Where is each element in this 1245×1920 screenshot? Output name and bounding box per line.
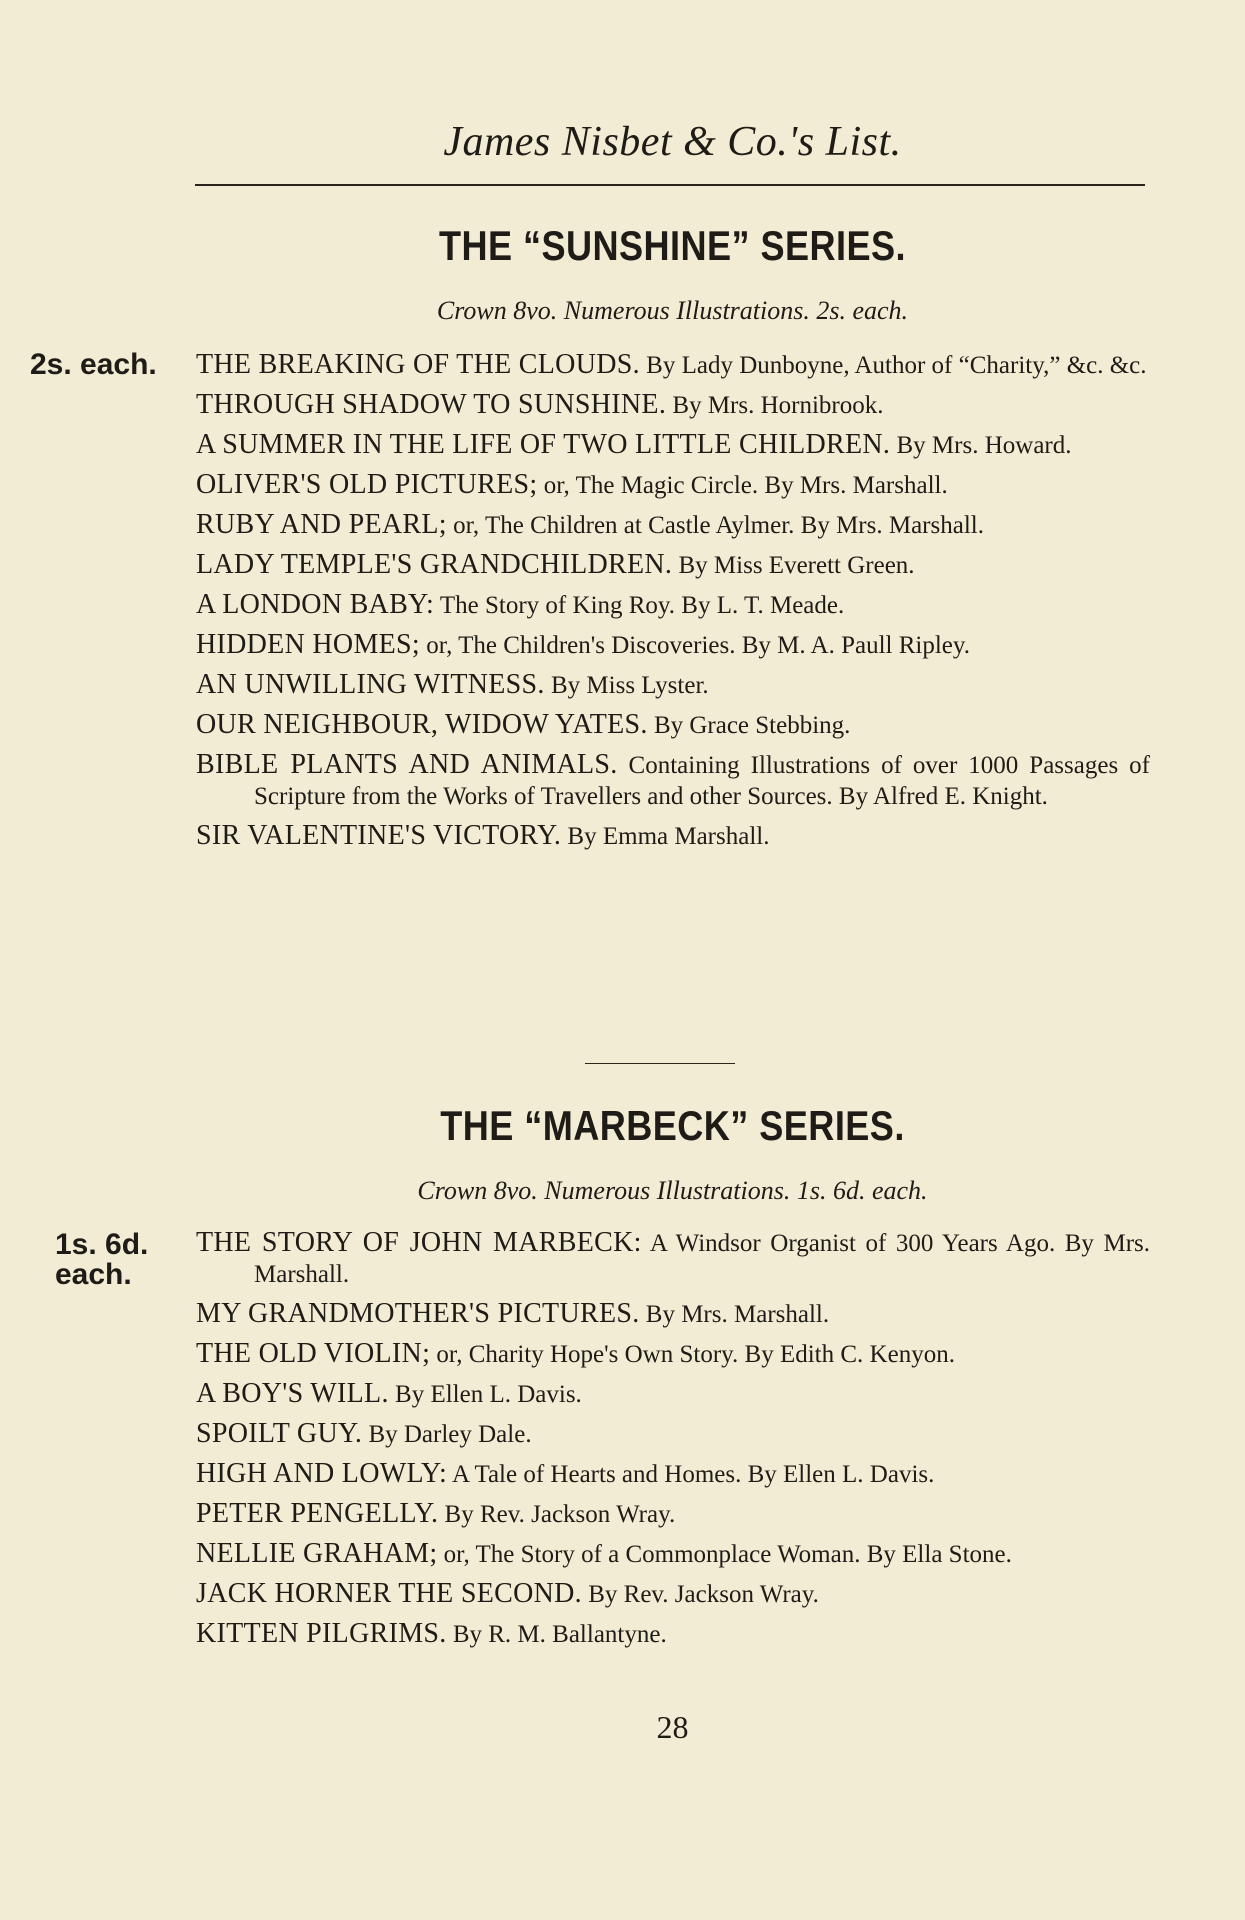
entry-title: THROUGH SHADOW TO SUNSHINE. xyxy=(196,389,667,420)
entry-detail: The Story of King Roy. By L. T. Meade. xyxy=(434,592,845,619)
entry-title: THE BREAKING OF THE CLOUDS. xyxy=(196,349,640,380)
entry-detail: By Mrs. Howard. xyxy=(890,432,1072,459)
list-item xyxy=(196,1339,1150,1370)
entry-title: BIBLE PLANTS AND ANIMALS. xyxy=(196,749,618,780)
list-item xyxy=(196,821,1150,852)
entry-detail: Containing Illustrations of over 1000 Passages of Scripture from the Works of Travellers and other Sources. By Alfred E. Knight. xyxy=(254,752,1150,810)
list-item xyxy=(196,1579,1150,1610)
entry-title: PETER PENGELLY. xyxy=(196,1498,439,1529)
marbeck-series-title: THE “MARBECK” SERIES. xyxy=(440,1102,905,1149)
section-divider xyxy=(585,1063,735,1064)
marbeck-series-subtitle: Crown 8vo. Numerous Illustrations. 1s. 6d. each. xyxy=(417,1176,928,1205)
entry-title: HIDDEN HOMES; xyxy=(196,629,421,660)
entry-detail: By Darley Dale. xyxy=(362,1421,532,1448)
page-number: 28 xyxy=(656,1709,689,1745)
entry-detail: A Tale of Hearts and Homes. By Ellen L. Davis. xyxy=(447,1461,935,1488)
entry-detail: or, Charity Hope's Own Story. By Edith C. Kenyon. xyxy=(430,1341,955,1368)
entry-title: MY GRANDMOTHER'S PICTURES. xyxy=(196,1298,640,1329)
entry-detail: By Grace Stebbing. xyxy=(647,712,851,739)
list-item xyxy=(196,1419,1150,1450)
entry-title: A SUMMER IN THE LIFE OF TWO LITTLE CHILDREN. xyxy=(196,429,891,460)
entry-detail: By Mrs. Hornibrook. xyxy=(666,392,884,419)
list-item xyxy=(196,630,1150,661)
entry-title: KITTEN PILGRIMS. xyxy=(196,1618,447,1649)
list-item xyxy=(196,1299,1150,1330)
entry-detail: or, The Children at Castle Aylmer. By Mrs. Marshall. xyxy=(446,512,984,539)
list-item xyxy=(196,750,1150,812)
entry-title: HIGH AND LOWLY: xyxy=(196,1458,448,1489)
list-item xyxy=(196,670,1150,701)
list-item xyxy=(196,710,1150,741)
list-item xyxy=(196,1228,1150,1290)
entry-detail: By Rev. Jackson Wray. xyxy=(581,1581,819,1608)
entry-title: AN UNWILLING WITNESS. xyxy=(196,669,545,700)
list-item xyxy=(196,1379,1150,1410)
entry-detail: or, The Magic Circle. By Mrs. Marshall. xyxy=(537,472,948,499)
list-item xyxy=(196,1539,1150,1570)
list-item xyxy=(196,470,1150,501)
entry-title: THE OLD VIOLIN; xyxy=(196,1338,431,1369)
entry-detail: By Miss Everett Green. xyxy=(672,552,915,579)
entry-detail: By Mrs. Marshall. xyxy=(639,1301,830,1328)
list-item xyxy=(196,1499,1150,1530)
entry-title: JACK HORNER THE SECOND. xyxy=(196,1578,582,1609)
list-item xyxy=(196,430,1150,461)
list-item xyxy=(196,1619,1150,1650)
sunshine-series-list xyxy=(196,350,1150,861)
entry-detail: By Ellen L. Davis. xyxy=(388,1381,582,1408)
entry-title: RUBY AND PEARL; xyxy=(196,509,447,540)
marbeck-price-label xyxy=(55,1230,148,1290)
sunshine-series-subtitle: Crown 8vo. Numerous Illustrations. 2s. each. xyxy=(436,296,909,325)
entry-detail: or, The Story of a Commonplace Woman. By Ella Stone. xyxy=(437,1541,1012,1568)
entry-title: SPOILT GUY. xyxy=(196,1418,363,1449)
entry-title: A LONDON BABY: xyxy=(196,589,435,620)
marbeck-price-line-1: 1s. 6d. xyxy=(55,1228,149,1261)
entry-title: THE STORY OF JOHN MARBECK: xyxy=(196,1227,642,1258)
list-item xyxy=(196,390,1150,421)
entry-title: LADY TEMPLE'S GRANDCHILDREN. xyxy=(196,549,673,580)
marbeck-series-list xyxy=(196,1228,1150,1659)
list-item xyxy=(196,350,1150,381)
entry-detail: or, The Children's Discoveries. By M. A. Paull Ripley. xyxy=(420,632,971,659)
list-item xyxy=(196,510,1150,541)
list-item xyxy=(196,590,1150,621)
head-rule xyxy=(195,184,1145,186)
running-head: James Nisbet & Co.'s List. xyxy=(443,119,902,165)
marbeck-price-line-2: each. xyxy=(55,1258,132,1291)
entry-detail: A Windsor Organist of 300 Years Ago. By Mrs. Marshall. xyxy=(254,1230,1150,1288)
sunshine-series-title: THE “SUNSHINE” SERIES. xyxy=(438,222,907,269)
sunshine-price-label: 2s. each. xyxy=(30,348,157,381)
entry-title: SIR VALENTINE'S VICTORY. xyxy=(196,820,562,851)
entry-detail: By Rev. Jackson Wray. xyxy=(438,1501,676,1528)
entry-title: OLIVER'S OLD PICTURES; xyxy=(196,469,538,500)
entry-detail: By Emma Marshall. xyxy=(561,823,770,850)
list-item xyxy=(196,550,1150,581)
entry-detail: By Lady Dunboyne, Author of “Charity,” &c. &c. xyxy=(639,352,1147,379)
entry-title: OUR NEIGHBOUR, WIDOW YATES. xyxy=(196,709,648,740)
entry-title: NELLIE GRAHAM; xyxy=(196,1538,438,1569)
entry-detail: By Miss Lyster. xyxy=(544,672,709,699)
entry-detail: By R. M. Ballantyne. xyxy=(446,1621,667,1648)
list-item xyxy=(196,1459,1150,1490)
entry-title: A BOY'S WILL. xyxy=(196,1378,389,1409)
